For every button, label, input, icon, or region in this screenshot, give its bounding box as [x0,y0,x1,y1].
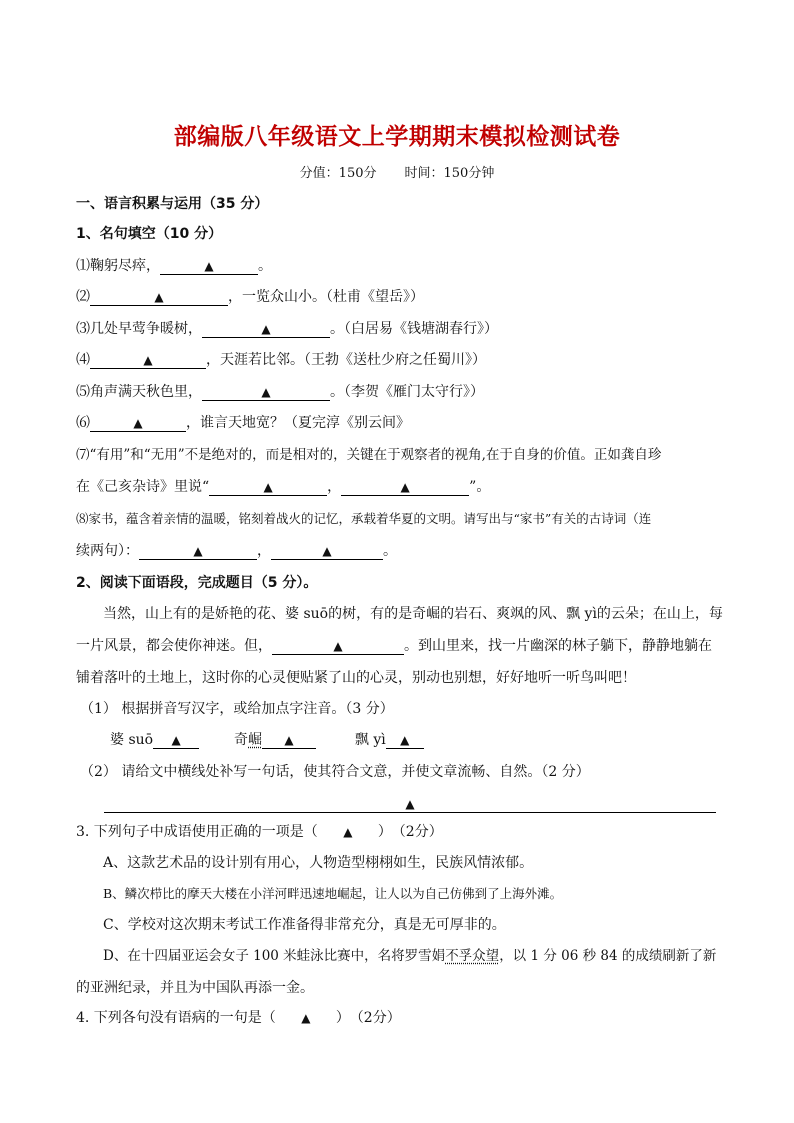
item-text: 角声满天秋色里， [90,384,202,400]
passage-line-1: 当然，山上有的是娇艳的花、婆 suō的树，有的是奇崛的岩石、爽飒的风、飘 yì的云朵；在山上，每 [103,606,723,622]
answer-blank[interactable]: ▲ [202,384,330,401]
item-number: ⑴ [76,258,90,274]
item-text: ”。 [469,479,491,495]
question-text: 3. 下列句子中成语使用正确的一项是（ [76,824,318,840]
item-text: ，一览众山小。（杜甫《望岳》） [228,289,424,305]
q3-stem [76,822,443,842]
answer-blank[interactable]: ▲ [90,415,186,432]
score-info: 分值：150分 [299,166,377,181]
answer-slot[interactable]: ▲ [343,825,353,839]
item-text: 在《己亥杂诗》里说“ [76,479,210,495]
passage-line-2 [76,636,712,656]
item-text: 。（白居易《钱塘湖春行》） [330,321,498,337]
question-text: 4. 下列各句没有语病的一句是（ [76,1010,276,1026]
item-text: ，天涯若比邻。（王勃《送杜少府之任蜀川》） [206,352,486,368]
answer-blank[interactable]: ▲ [139,543,257,560]
option-text: D、在十四届亚运会女子 100 米蛙泳比赛中，名将罗雪娟 [103,948,446,964]
q1-item-3 [76,319,498,339]
q1-item-4 [76,350,486,370]
dotted-char: 崛 [248,732,262,748]
answer-blank[interactable]: ▲ [160,258,258,275]
option-text: ，以 1 分 06 秒 84 的成绩刷新了新 [499,948,717,964]
passage-text: 。到山里来，找一片幽深的林子躺下，静静地躺在 [404,638,712,654]
item-number: ⑵ [76,289,90,305]
exam-meta [0,162,794,181]
time-info: 时间：150分钟 [404,166,495,181]
option-d-line2: 的亚洲纪录，并且为中国队再添一金。 [76,980,314,996]
answer-blank[interactable]: ▲ [153,732,199,749]
pinyin-item: 奇 [234,732,248,748]
answer-blank[interactable]: ▲ [271,543,383,560]
answer-blank[interactable]: ▲ [202,321,330,338]
pinyin-row [110,730,424,750]
item-text: 。 [258,258,272,274]
passage-line-3: 铺着落叶的土地上，这时你的心灵便贴紧了山的心灵，别动也别想，好好地听一听鸟叫吧！ [76,670,636,686]
q1-heading: 1、名句填空（10 分） [76,226,223,242]
item-text: 鞠躬尽瘁， [90,258,160,274]
item-text: 续两句）： [76,543,139,559]
exam-title: 部编版八年级语文上学期期末模拟检测试卷 [173,124,621,150]
q2-answer-line [104,794,716,814]
question-text: ） （2分） [377,824,443,840]
pinyin-item: 飘 yì [354,732,386,748]
q1-item-5 [76,382,484,402]
q2-sub1: （1） 根据拼音写汉字，或给加点字注音。（3 分） [80,701,394,717]
answer-blank[interactable]: ▲ [209,479,327,496]
item-text: 。（李贺《雁门太守行》） [330,384,484,400]
q1-item-7-line2: 在《己亥杂诗》里说“ ▲ ， ▲ ”。 [76,479,491,495]
q1-item-8-line2: 续两句）： ▲ ， ▲ 。 [76,543,397,559]
item-number: ⑹ [76,415,90,431]
option-b: B、鳞次栉比的摩天大楼在小洋河畔迅速地崛起，让人以为自己仿佛到了上海外滩。 [103,886,563,901]
dotted-phrase: 不孚众望 [445,948,500,964]
item-text: 几处早莺争暖树， [90,321,202,337]
answer-blank[interactable]: ▲ [272,638,404,655]
answer-slot[interactable]: ▲ [301,1011,311,1025]
q1-item-8-line1 [76,509,651,529]
answer-blank[interactable]: ▲ [386,732,424,749]
option-a: A、这款艺术品的设计别有用心，人物造型栩栩如生，民族风情浓郁。 [103,855,534,871]
item-text: 家书，蕴含着亲情的温暖，铭刻着战火的记忆，承载着华夏的文明。请写出与“家书”有关的古诗词（连 [88,511,652,526]
passage-text: 一片风景，都会使你神迷。但， [76,638,272,654]
section-heading: 一、语言积累与运用（35 分） [76,196,269,212]
item-text: “有用”和“无用”不是绝对的，而是相对的，关键在于观察者的视角,在于自身的价值。正如龚自珍 [89,447,662,463]
answer-blank[interactable]: ▲ [90,289,228,306]
option-d-line1 [103,946,716,966]
answer-blank[interactable]: ▲ [341,479,469,496]
item-number: ⑶ [76,321,90,337]
pinyin-item: 婆 suō [110,732,154,748]
answer-blank[interactable]: ▲ [90,352,206,369]
q1-item-1 [76,256,272,276]
question-text: ） （2分） [335,1010,401,1026]
item-text: 。 [383,543,397,559]
item-number: ⑸ [76,384,90,400]
item-number: ⑷ [76,352,90,368]
q4-stem [76,1008,401,1028]
answer-blank[interactable]: ▲ [262,732,316,749]
item-number: ⑺ [76,447,90,463]
item-number: ⑻ [76,511,89,526]
item-text: ，谁言天地宽？（夏完淳《别云间》 [186,415,410,431]
q2-sub2: （2） 请给文中横线处补写一句话，使其符合文意，并使文章流畅、自然。（2 分） [80,764,590,780]
q2-heading: 2、阅读下面语段，完成题目（5 分）。 [76,575,318,591]
answer-line[interactable]: ▲ [104,796,716,813]
q1-item-2 [76,287,424,307]
q1-item-6 [76,413,410,433]
q1-item-7-line1 [76,445,661,465]
option-c: C、学校对这次期末考试工作准备得非常充分，真是无可厚非的。 [103,917,506,933]
